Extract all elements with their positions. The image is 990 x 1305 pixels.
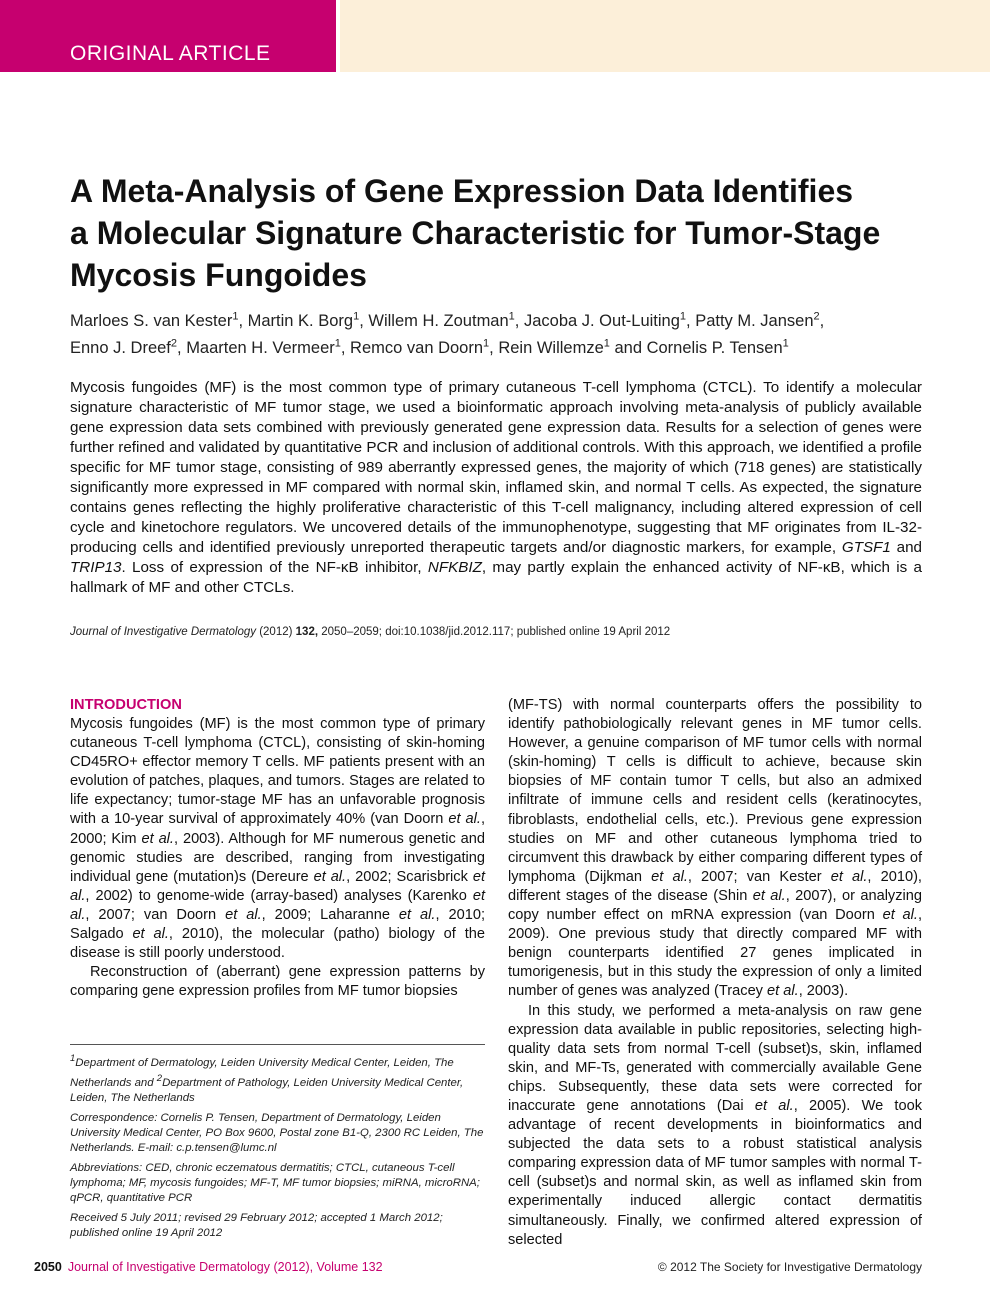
paragraph: Mycosis fungoides (MF) is the most common type of primary cutaneous T-cell lymphoma (CTCL), consisting of skin-homing CD45RO+ effector memory T cells. MF patients present with an evolution of patches, plaques, and tumors. Stages are related to life expectancy; tumor-stage MF has an unfavorable prognosis with a 10-year survival of approximately 40% (van Doorn et al., 2000; Kim et al., 2003). Although for MF numerous genetic and genomic studies are described, ranging from investigating individual gene (mutation)s (Dereure et al., 2002; Scarisbrick et al., 2002) to genome-wide (array-based) analyses (Karenko et al., 2007; van Doorn et al., 2009; Laharanne et al., 2010; Salgado et al., 2010), the molecular (patho) biology of the disease is still poorly understood. xyxy=(70,716,486,962)
author: Cornelis P. Tensen$^1$ xyxy=(646,337,789,357)
title-line: A Meta-Analysis of Gene Expression Data Identifies xyxy=(70,173,854,209)
paragraph: In this study, we performed a meta-analysis on raw gene expression data available in public repositories, selecting high-quality data sets from normal T-cell (subset)s, skin, inflamed skin, and MF-Ts, generated with commercially available Gene chips. Subsequently, these data sets were corrected for inaccurate gene annotations (Dai et al., 2005). We took advantage of recent developments in bioinformatics and subjected the data sets to a robust statistical analysis comparing expression data of MF tumor samples with normal T-cell (subset)s and normal skin, as well as inflamed skin from experimentally induced allergic contact dermatitis simultaneously. Finally, we confirmed altered expression of selected xyxy=(508,1002,922,1248)
right-column xyxy=(508,696,922,1250)
author: Remco van Doorn$^1$, xyxy=(350,337,499,357)
section-heading: INTRODUCTION xyxy=(70,697,182,713)
author: Marloes S. van Kester$^1$, xyxy=(70,310,248,330)
gene-name: TRIP13 xyxy=(70,559,122,576)
article-type-label: ORIGINAL ARTICLE xyxy=(70,42,271,65)
abbreviations-note: Abbreviations: CED, chronic eczematous dermatitis; CTCL, cutaneous T-cell lymphoma; MF, mycosis fungoides; MF-T, MF tumor biopsies; miRNA, microRNA; qPCR, quantitative PCR xyxy=(70,1161,480,1204)
author: Willem H. Zoutman$^1$, xyxy=(368,310,524,330)
title-line: Mycosis Fungoides xyxy=(70,257,367,293)
article-title xyxy=(70,170,930,296)
copyright: © 2012 The Society for Investigative Dermatology xyxy=(657,1260,922,1274)
page-number: 2050 xyxy=(34,1260,62,1274)
footer-journal: Journal of Investigative Dermatology (2012), Volume 132 xyxy=(67,1260,383,1274)
page-footer-left xyxy=(34,1260,383,1274)
affiliation-note: $^1$Department of Dermatology, Leiden University Medical Center, Leiden, The Netherlands and $^2$Department of Pathology, Leiden University Medical Center, Leiden, The Netherlands xyxy=(70,1053,464,1104)
author: Jacoba J. Out-Luiting$^1$, xyxy=(523,310,696,330)
header-band xyxy=(340,0,990,72)
gene-name: NFKBIZ xyxy=(427,559,482,576)
footnotes xyxy=(70,1044,485,1246)
paragraph: (MF-TS) with normal counterparts offers the possibility to identify pathobiologically relevant genes in MF tumor cells. However, a genuine comparison of MF tumor cells with normal (skin-homing) T cells is difficult to achieve, because skin biopsies of MF contain tumor T cells, but also an admixed infiltrate of immune cells and resident cells (keratinocytes, fibroblasts, endothelial cells, etc.). Previous gene expression studies on MF and other cutaneous lymphoma tried to circumvent this drawback by either comparing different types of lymphoma (Dijkman et al., 2007; van Kester et al., 2010), different stages of the disease (Shin et al., 2007), or analyzing copy number effect on mRNA expression (van Doorn et al., 2009). One previous study that directly compared MF with benign counterparts identified 27 genes implicated in tumorigenesis, but in this study the expression of only a limited number of genes was analyzed (Tracey et al., 2003). xyxy=(508,697,922,1000)
author: Rein Willemze$^1$ and xyxy=(498,337,647,357)
author: Martin K. Borg$^1$, xyxy=(247,310,369,330)
author: Maarten H. Vermeer$^1$, xyxy=(186,337,351,357)
correspondence-note: Correspondence: Cornelis P. Tensen, Department of Dermatology, Leiden University Medical Center, PO Box 9600, Postal zone B1-Q, 2300 RC Leiden, The Netherlands. E-mail: c.p.tensen@lumc.nl xyxy=(70,1111,484,1154)
author-list xyxy=(70,305,930,360)
gene-name: GTSF1 xyxy=(841,539,891,556)
abstract: Mycosis fungoides (MF) is the most common type of primary cutaneous T-cell lymphoma (CTCL). To identify a molecular signature characteristic of MF tumor stage, we used a bioinformatic approach involving meta-analysis of publicly available gene expression data sets combined with previously generated gene expression data. Results for a selection of genes were further refined and validated by quantitative PCR and inclusion of additional controls. With this approach, we identified a profile specific for MF tumor stage, consisting of 989 aberrantly expressed genes, the majority of which (718 genes) are statistically significantly more expressed in MF compared with normal skin, inflamed skin, and normal T cells. As expected, the signature contains genes reflecting the highly proliferative characteristic of this T-cell malignancy, including altered expression of cell cycle and kinetochore regulators. We uncovered details of the immunophenotype, suggesting that MF originates from IL-32-producing cells and identified previously unreported therapeutic targets and/or diagnostic markers, for example, GTSF1 and TRIP13. Loss of expression of the NF-κB inhibitor, NFKBIZ, may partly explain the enhanced activity of NF-κB, which is a hallmark of MF and other CTCLs. xyxy=(70,379,922,596)
left-column xyxy=(70,696,485,1001)
dates-note: Received 5 July 2011; revised 29 February 2012; accepted 1 March 2012; published online 19 April 2012 xyxy=(70,1211,443,1239)
title-line: a Molecular Signature Characteristic for Tumor-Stage xyxy=(70,215,881,251)
citation-line: Journal of Investigative Dermatology (2012) 132, 2050–2059; doi:10.1038/jid.2012.117; published online 19 April 2012 xyxy=(70,626,671,638)
author: Enno J. Dreef$^2$, xyxy=(70,337,187,357)
author: Patty M. Jansen$^2$, xyxy=(695,310,825,330)
paragraph: Reconstruction of (aberrant) gene expression patterns by comparing gene expression profiles from MF tumor biopsies xyxy=(70,964,485,1000)
